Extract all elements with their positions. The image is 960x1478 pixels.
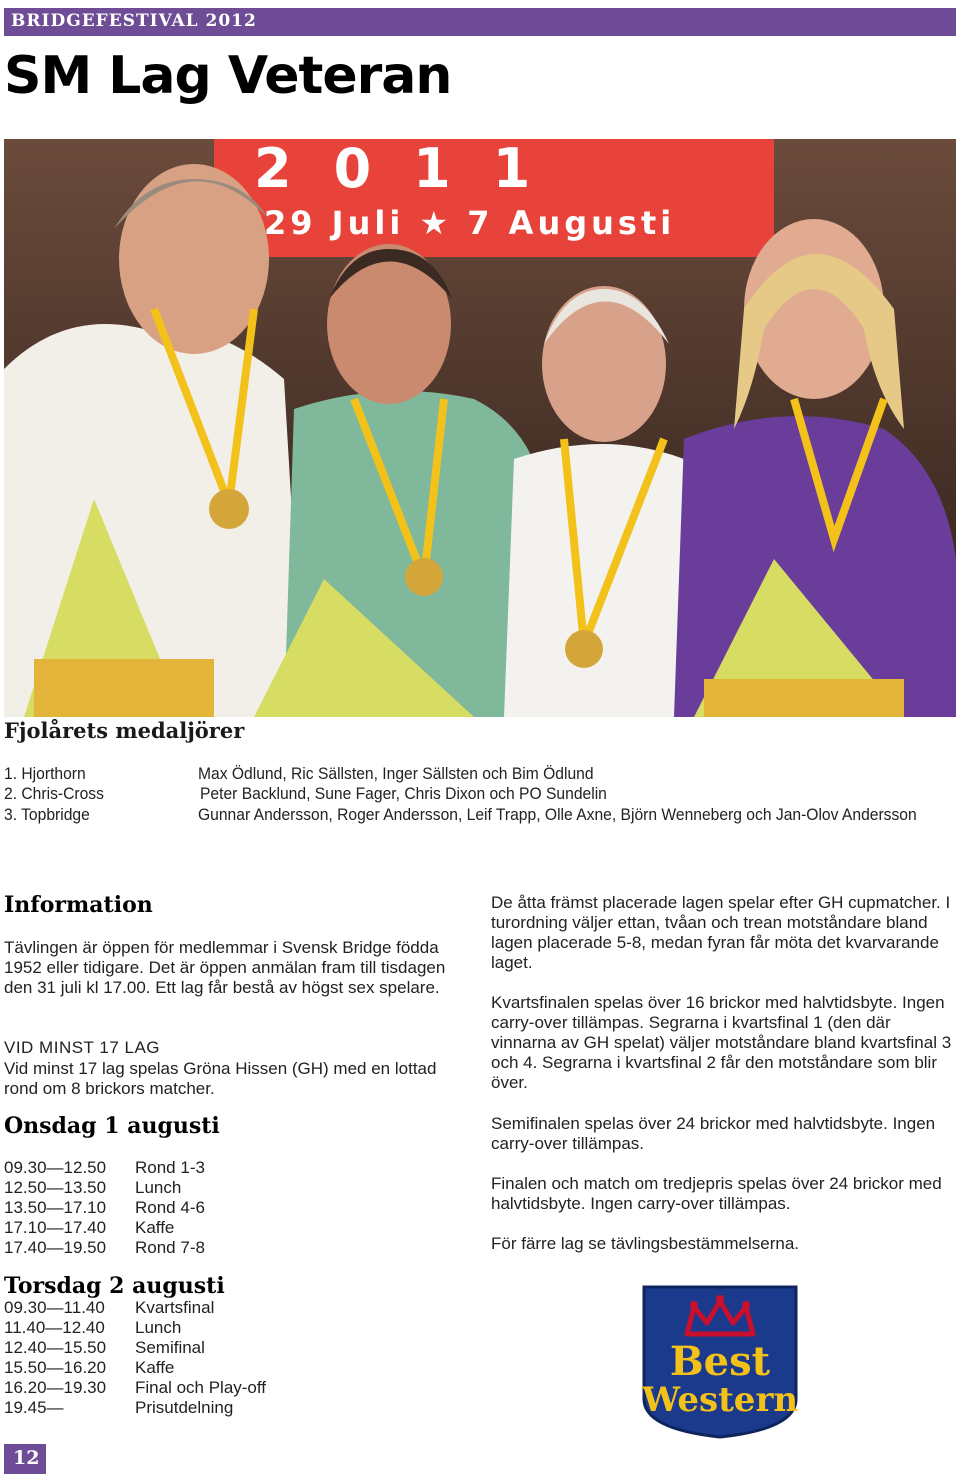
thursday-heading: Torsdag 2 augusti — [4, 1273, 225, 1299]
right-paragraph-2: Kvartsfinalen spelas över 16 brickor med halvtidsbyte. Ingen carry-over tillämpas. Segrarna i kvartsfinal 1 (den där vinnarna av GH spelat) väljer motståndare bland kvartsfinal 3 och 4. Segrarna i kvartsfinal 2 får den motståndare som blir över. — [491, 993, 952, 1092]
medal-names-3: Gunnar Andersson, Roger Andersson, Leif Trapp, Olle Axne, Björn Wenneberg och Jan-Olov Andersson — [198, 805, 917, 824]
info-caps-heading: VID MINST 17 LAG — [4, 1038, 161, 1057]
schedule-label: Rond 4-6 — [135, 1198, 205, 1217]
schedule-time: 12.40—15.50 — [4, 1338, 107, 1357]
header-banner — [4, 8, 956, 36]
right-paragraph-4: Finalen och match om tredjepris spelas över 24 brickor med halvtidsbyte. Ingen carry-over tillämpas. — [491, 1174, 942, 1213]
photo-illustration — [4, 139, 956, 717]
right-paragraph-3: Semifinalen spelas över 24 brickor med halvtidsbyte. Ingen carry-over tillämpas. — [491, 1114, 936, 1153]
schedule-label: Prisutdelning — [135, 1398, 234, 1417]
info-paragraph-2: Vid minst 17 lag spelas Gröna Hissen (GH) med en lottad rond om 8 brickors matcher. — [4, 1059, 437, 1098]
schedule-label: Lunch — [135, 1178, 182, 1197]
medal-team-3: 3. Topbridge — [4, 805, 90, 824]
page-number: 12 — [13, 1447, 40, 1469]
schedule-time: 16.20—19.30 — [4, 1378, 107, 1397]
medal-team-2: 2. Chris-Cross — [4, 784, 104, 803]
schedule-label: Semifinal — [135, 1338, 205, 1357]
page-number-box — [4, 1444, 46, 1474]
schedule-label: Kaffe — [135, 1218, 175, 1237]
medal-names-2: Peter Backlund, Sune Fager, Chris Dixon och PO Sundelin — [200, 784, 607, 803]
schedule-label: Lunch — [135, 1318, 182, 1337]
medalists-heading: Fjolårets medaljörer — [4, 718, 245, 743]
logo-text-2: Western — [641, 1380, 799, 1420]
schedule-time: 17.10—17.40 — [4, 1218, 107, 1237]
wednesday-heading: Onsdag 1 augusti — [4, 1113, 220, 1139]
best-western-logo — [632, 1279, 808, 1441]
right-paragraph-5: För färre lag se tävlingsbestämmelserna. — [491, 1234, 800, 1253]
stamp-dates: 29 Juli ★ 7 Augusti — [264, 204, 676, 242]
schedule-label: Final och Play-off — [135, 1378, 267, 1397]
right-paragraph-1: De åtta främst placerade lagen spelar efter GH cupmatcher. I turordning väljer ettan, tvåan och trean motståndare bland lagen placerade 5-8, medan fyran får möta det kvarvarande laget. — [491, 893, 951, 972]
schedule-time: 15.50—16.20 — [4, 1358, 107, 1377]
info-heading: Information — [4, 892, 153, 918]
schedule-time: 09.30—11.40 — [4, 1298, 105, 1317]
schedule-time: 19.45— — [4, 1398, 64, 1417]
crown-logo-icon — [632, 1279, 808, 1441]
medal-team-1: 1. Hjorthorn — [4, 764, 86, 783]
schedule-time: 09.30—12.50 — [4, 1158, 107, 1177]
schedule-time: 13.50—17.10 — [4, 1198, 107, 1217]
logo-text-1: Best — [669, 1338, 771, 1385]
schedule-label: Kaffe — [135, 1358, 175, 1377]
info-paragraph: Tävlingen är öppen för medlemmar i Svensk Bridge födda 1952 eller tidigare. Det är öppen anmälan fram till tisdagen den 31 juli kl 17.00. Ett lag får bestå av högst sex spelare. — [4, 938, 446, 997]
stamp-year: 2011 — [254, 139, 573, 200]
schedule-time: 17.40—19.50 — [4, 1238, 107, 1257]
schedule-label: Rond 7-8 — [135, 1238, 205, 1257]
banner-text: BRIDGEFESTIVAL 2012 — [11, 11, 257, 31]
schedule-time: 12.50—13.50 — [4, 1178, 107, 1197]
medal-names-1: Max Ödlund, Ric Sällsten, Inger Sällsten och Bim Ödlund — [198, 764, 594, 783]
schedule-label: Kvartsfinal — [135, 1298, 215, 1317]
schedule-time: 11.40—12.40 — [4, 1318, 105, 1337]
page-title: SM Lag Veteran — [4, 46, 452, 106]
schedule-label: Rond 1-3 — [135, 1158, 205, 1177]
medalists-photo — [4, 139, 956, 717]
